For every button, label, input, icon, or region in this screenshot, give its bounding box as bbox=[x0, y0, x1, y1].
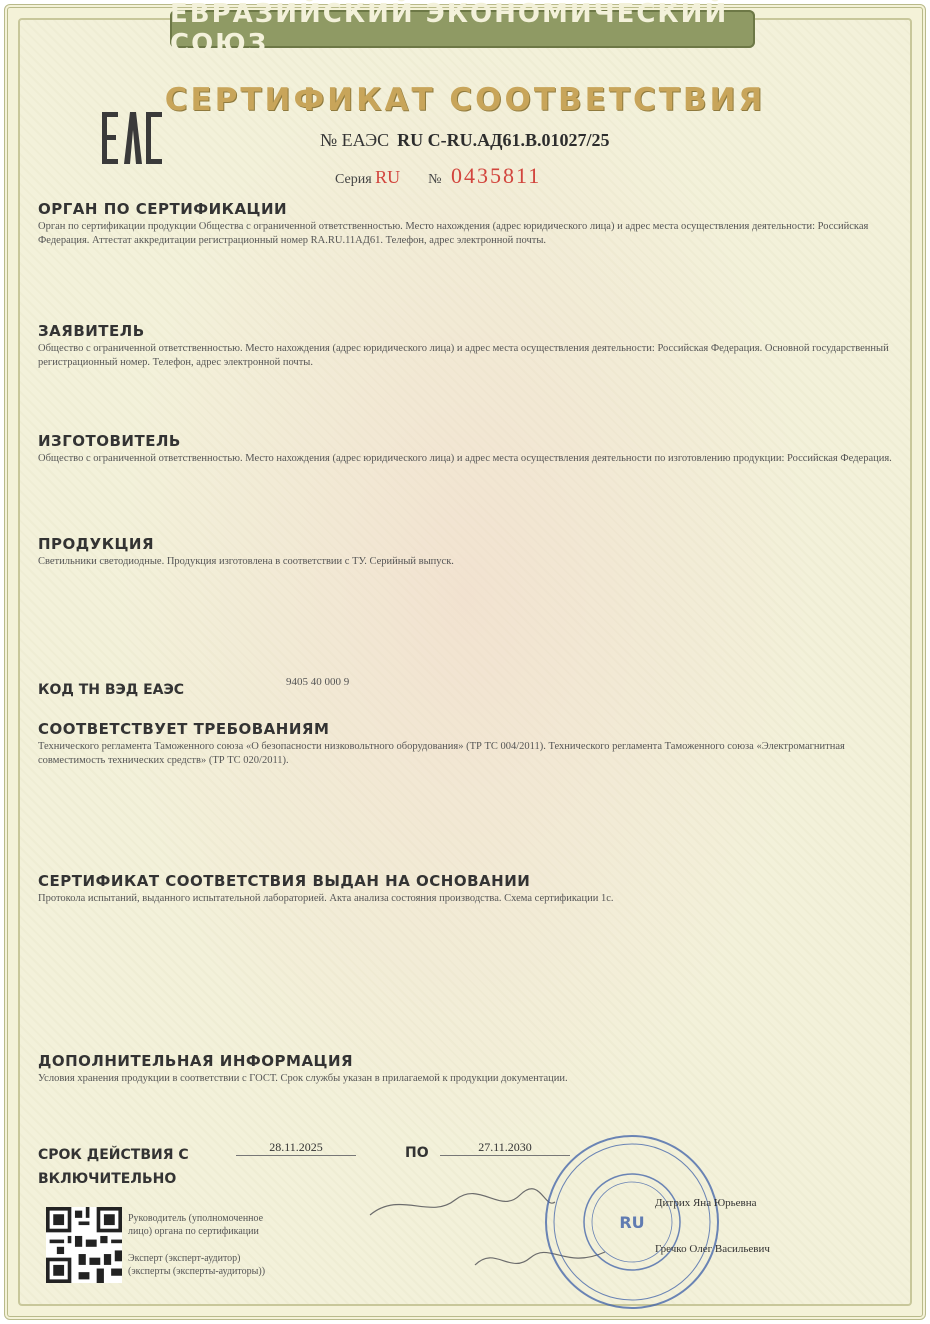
series-label: Серия bbox=[335, 172, 372, 187]
section-manufacturer-title: ИЗГОТОВИТЕЛЬ bbox=[38, 432, 181, 450]
section-applicant-text: Общество с ограниченной ответственностью. Место нахождения (адрес юридического лица) и адрес места осуществления деятельности: Российская Федерация. Основной государственный регистрационный номер. Телефон, адрес электронной почты. bbox=[38, 343, 889, 368]
section-code bbox=[38, 676, 350, 698]
section-basis bbox=[38, 872, 893, 906]
section-organ bbox=[38, 200, 893, 248]
head-name: Дитрих Яна Юрьевна bbox=[655, 1197, 757, 1209]
head-label-block bbox=[128, 1212, 263, 1238]
section-product bbox=[38, 535, 893, 569]
section-basis-text: Протокола испытаний, выданного испытательной лабораторией. Акта анализа состояния производства. Схема сертификации 1с. bbox=[38, 893, 614, 904]
section-extra-text: Условия хранения продукции в соответствии с ГОСТ. Срок службы указан в прилагаемой к продукции документации. bbox=[38, 1073, 568, 1084]
number-prefix: № ЕАЭС bbox=[320, 130, 390, 150]
union-banner-text: ЕВРАЗИЙСКИЙ ЭКОНОМИЧЕСКИЙ СОЮЗ bbox=[170, 0, 729, 59]
section-applicant-title: ЗАЯВИТЕЛЬ bbox=[38, 322, 145, 340]
validity-block bbox=[38, 1143, 189, 1191]
section-organ-text: Орган по сертификации продукции Общества с ограниченной ответственностью. Место нахождения (адрес юридического лица) и адрес места осуществления деятельности: Российская Федерация. Аттестат аккредитации регистрационный номер RA.RU.11АД61. Телефон, адрес электронной почты. bbox=[38, 221, 869, 246]
series-number-label: № bbox=[428, 172, 442, 187]
expert-name: Гречко Олег Васильевич bbox=[655, 1243, 770, 1255]
section-basis-title: СЕРТИФИКАТ СООТВЕТСТВИЯ ВЫДАН НА ОСНОВАНИИ bbox=[38, 872, 531, 890]
validity-to-label: ПО bbox=[405, 1145, 429, 1161]
certificate-number-line bbox=[320, 130, 610, 151]
official-stamp bbox=[540, 1130, 725, 1315]
section-manufacturer-text: Общество с ограниченной ответственностью. Место нахождения (адрес юридического лица) и адрес места осуществления деятельности по изготовлению продукции: Российская Федерация. bbox=[38, 453, 892, 464]
validity-from: 28.11.2025 bbox=[236, 1140, 356, 1156]
section-code-title: КОД ТН ВЭД ЕАЭС bbox=[38, 682, 185, 698]
series-number: 0435811 bbox=[451, 163, 542, 188]
section-code-value: 9405 40 000 9 bbox=[286, 676, 350, 688]
validity-label-2: ВКЛЮЧИТЕЛЬНО bbox=[38, 1171, 177, 1187]
head-label-2: лицо) органа по сертификации bbox=[128, 1226, 259, 1237]
section-product-text: Светильники светодиодные. Продукция изготовлена в соответствии с ТУ. Серийный выпуск. bbox=[38, 556, 454, 567]
certificate-number: RU C-RU.АД61.В.01027/25 bbox=[397, 130, 610, 150]
qr-code bbox=[46, 1207, 122, 1283]
validity-label-1: СРОК ДЕЙСТВИЯ С bbox=[38, 1147, 189, 1163]
expert-label-2: (эксперты (эксперты-аудиторы)) bbox=[128, 1266, 266, 1277]
union-banner bbox=[170, 0, 755, 59]
section-extra bbox=[38, 1052, 893, 1086]
section-requirements-text: Технического регламента Таможенного союза «О безопасности низковольтного оборудования» (ТР ТС 004/2011). Технического регламента Таможенного союза «Электромагнитная совместимость технических средств» (ТР ТС 020/2011). bbox=[38, 741, 845, 766]
series-value: RU bbox=[375, 167, 401, 187]
head-label-1: Руководитель (уполномоченное bbox=[128, 1213, 264, 1224]
section-requirements bbox=[38, 720, 893, 768]
validity-to: 27.11.2030 bbox=[440, 1140, 570, 1156]
head-signature bbox=[360, 1180, 560, 1230]
section-product-title: ПРОДУКЦИЯ bbox=[38, 535, 155, 553]
section-extra-title: ДОПОЛНИТЕЛЬНАЯ ИНФОРМАЦИЯ bbox=[38, 1052, 354, 1070]
expert-label-1: Эксперт (эксперт-аудитор) bbox=[128, 1253, 241, 1264]
expert-label-block bbox=[128, 1252, 265, 1278]
stamp-text: RU bbox=[619, 1213, 645, 1232]
section-applicant bbox=[38, 322, 893, 370]
eac-logo bbox=[100, 108, 166, 168]
certificate-title: СЕРТИФИКАТ СООТВЕТСТВИЯ bbox=[164, 82, 766, 118]
section-requirements-title: СООТВЕТСТВУЕТ ТРЕБОВАНИЯМ bbox=[38, 720, 330, 738]
section-organ-title: ОРГАН ПО СЕРТИФИКАЦИИ bbox=[38, 200, 288, 218]
series-line bbox=[335, 163, 541, 189]
section-manufacturer bbox=[38, 432, 893, 466]
